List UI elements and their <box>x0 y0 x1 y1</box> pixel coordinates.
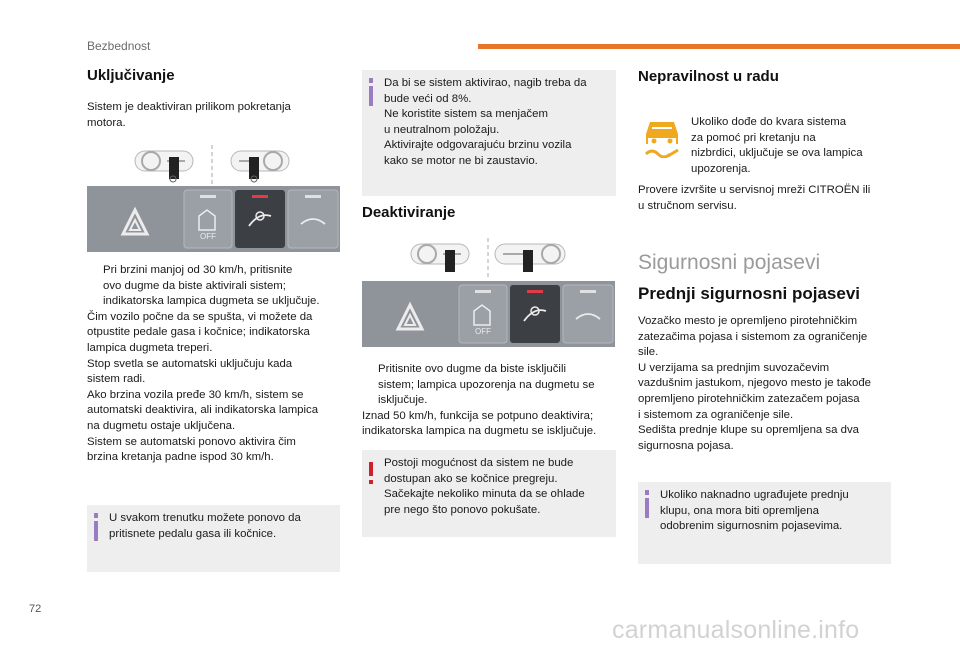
off-label: OFF <box>475 327 491 336</box>
text-line: bude veći od 8%. <box>384 92 472 105</box>
steering-wheels-illustration <box>127 143 297 187</box>
text-line: Da bi se sistem aktivirao, nagib treba da <box>384 77 587 89</box>
text-line: otpustite pedale gasa i kočnice; indikatorska <box>87 326 310 339</box>
heading-malfunction: Nepravilnost u radu <box>638 68 779 85</box>
text-line: zatezačima pojasa i sistemom za ograničenje <box>638 330 868 343</box>
text-line: brzina kretanja padne ispod 30 km/h. <box>87 451 274 464</box>
front-belts-body <box>638 314 900 454</box>
text-line: upozorenja. <box>691 162 751 175</box>
text-line: Pritisnite ovo dugme da biste isključili <box>378 363 567 375</box>
text-line: Iznad 50 km/h, funkcija se potpuno deaktivira; <box>362 409 594 422</box>
activation-body <box>87 263 345 466</box>
text-line: Provere izvršite u servisnoj mreži CITROËN ili <box>638 184 871 196</box>
deactivation-body <box>362 362 624 440</box>
text-line: pre nego što ponovo pokušate. <box>384 503 541 516</box>
text-line: Vozačko mesto je opremljeno pirotehničkim <box>638 315 858 327</box>
text-line: pritisnete pedalu gasa ili kočnice. <box>109 527 277 540</box>
text-line: dostupan ako se kočnice pregreju. <box>384 472 558 485</box>
text-line: za pomoć pri kretanju na <box>691 131 816 144</box>
text-line: indikatorska lampica dugmeta se uključuje. <box>103 295 320 308</box>
info-icon <box>94 521 98 541</box>
text-line: isključuje. <box>378 394 428 407</box>
info-icon <box>369 86 373 106</box>
text-line: Pri brzini manjoj od 30 km/h, pritisnite <box>103 264 293 276</box>
warning-box-brakes <box>362 450 616 537</box>
page-number: 72 <box>29 603 42 615</box>
button-panel <box>362 281 615 347</box>
header-accent-bar <box>478 44 960 49</box>
bullet-item <box>362 362 624 409</box>
activation-intro <box>87 100 342 131</box>
text-line: U verzijama sa prednjim suvozačevim <box>638 361 830 374</box>
info-box-slope <box>362 70 616 196</box>
button-panel <box>87 186 340 252</box>
watermark: carmanualsonline.info <box>612 616 860 644</box>
text-line: i sistemom za ograničenje sile. <box>638 408 794 421</box>
text-line: kako se motor ne bi zaustavio. <box>384 154 538 167</box>
text-line: Stop svetla se automatski uključuju kada <box>87 357 293 370</box>
text-line: U svakom trenutku možete ponovo da <box>109 512 301 524</box>
text-line: Ako brzina vozila pređe 30 km/h, sistem se <box>87 388 304 401</box>
text-line: opremljeno pirotehničkim zatezačem pojasa <box>638 392 860 405</box>
text-line: lampica dugmeta treperi. <box>87 341 213 354</box>
text-line: sistem; lampica upozorenja na dugmetu se <box>378 378 595 391</box>
warning-icon <box>369 462 373 476</box>
text-line: Ukoliko naknadno ugrađujete prednju <box>660 489 849 501</box>
bullet-item <box>87 263 345 310</box>
text-line: indikatorska lampica na dugmetu se isključuje. <box>362 425 597 438</box>
text-line: Čim vozilo počne da se spušta, vi možete da <box>87 310 313 323</box>
heading-deactivation: Deaktiviranje <box>362 204 456 221</box>
text-line: vazdušnim jastukom, njegovo mesto je takođe <box>638 377 871 390</box>
text-line: sistem radi. <box>87 373 146 386</box>
text-line: u stručnom servisu. <box>638 199 737 212</box>
text-line: automatski deaktivira, ali indikatorska lampica <box>87 404 319 417</box>
text-line: sile. <box>638 346 659 359</box>
text-line: Postoji mogućnost da sistem ne bude <box>384 457 574 469</box>
text-line: Sačekajte nekoliko minuta da se ohlade <box>384 488 585 501</box>
text-line: Sistem je deaktiviran prilikom pokretanja <box>87 101 291 113</box>
text-line: Aktivirajte odgovarajuću brzinu vozila <box>384 139 572 152</box>
text-line: na dugmetu ostaje uključena. <box>87 419 236 432</box>
text-line: Sedišta prednje klupe su opremljena sa dva <box>638 424 859 437</box>
info-box-front-bench <box>638 482 891 564</box>
steering-wheels-illustration <box>403 236 573 280</box>
text-line: odobrenim sigurnosnim pojasevima. <box>660 520 843 533</box>
text-line: nizbrdici, uključuje se ova lampica <box>691 147 863 160</box>
heading-front-seat-belts: Prednji sigurnosni pojasevi <box>638 284 860 303</box>
malfunction-text <box>691 115 891 177</box>
hill-descent-warning-lamp-icon <box>644 118 680 163</box>
text-line: motora. <box>87 116 126 129</box>
text-line: ovo dugme da biste aktivirali sistem; <box>103 279 286 292</box>
text-line: klupu, ona mora biti opremljena <box>660 504 819 517</box>
info-box-activation <box>87 505 340 572</box>
text-line: Sistem se automatski ponovo aktivira čim <box>87 435 296 448</box>
off-label: OFF <box>200 232 216 241</box>
text-line: sigurnosna pojasa. <box>638 439 734 452</box>
chapter-title-seat-belts: Sigurnosni pojasevi <box>638 251 821 274</box>
text-line: Ukoliko dođe do kvara sistema <box>691 116 847 128</box>
section-label: Bezbednost <box>87 39 151 53</box>
text-line: Ne koristite sistem sa menjačem <box>384 108 548 121</box>
info-icon <box>645 498 649 518</box>
service-text <box>638 183 900 214</box>
heading-activation: Uključivanje <box>87 67 175 84</box>
text-line: u neutralnom položaju. <box>384 123 500 136</box>
